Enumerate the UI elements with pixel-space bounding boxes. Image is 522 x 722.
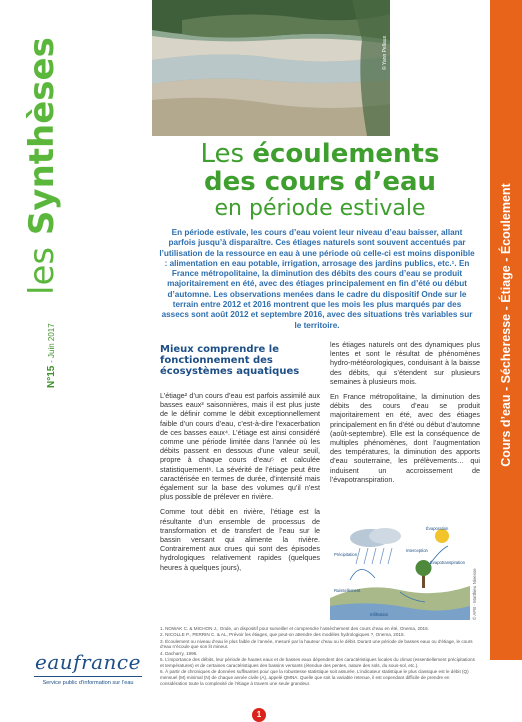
logo-wordmark: eaufrance [35,650,141,674]
page-title [160,140,480,222]
photo-credit: © Yann Pellaux [382,35,388,70]
footnote: 1. NOWAK C. & MICHON J., Onde, un dispositif pour surveiller et comprendre l’assèchement des cours d’eau en été, Onema, 2016. [160,626,429,631]
logo-divider [34,676,142,677]
diagram-label: Évapotranspiration [430,560,465,565]
footnote: 6. À partir de chroniques de données suffisantes pour que la robustesse statistique soit assurée. L’indicateur statistique le plus classique est le débit (Q) mensuel (M) minimal (N) de chaque année civile (A), appelé QMNA. Quelle que soit la variable retenue, il est cependant difficile de prendre en considération toute la complexité de l’étiage à travers une seule grandeur. [160,669,469,686]
diagram-label: Interception [406,548,428,553]
issue-info [44,228,60,388]
footnote: 3. Écoulement ou niveau d’eau le plus faible de l’année, mesuré par la hauteur d’eau ou le débit. Durant une période de basses eaux ou d’étiage, le cours d’eau n’écoule que son lit mineur. [160,638,473,650]
diagram-label: Évaporation [426,526,449,531]
footnote: 4. Dacharry, 1996. [160,650,198,656]
body-paragraph: En France métropolitaine, la diminution des débits des cours d’eau se produit majoritairement en été, avec des étiages principalement en fin d’été ou début d’automne (août-septembre). Elle est la conséquence de multiples phénomènes, dont l’augmentation des températures, la diminution des apports d’eau souterraine, les prélèvements… qui induisent un accroissement de l’évapotranspiration. [330,392,480,484]
footnote: 5. L’importance des débits, leur période de hautes eaux et de basses eaux dépendent des caractéristiques locales du climat (essentiellement précipitations et températures) et de certaines caractéristiques des bassins versants (étendue des pentes, nature des sols, du sous-sol, etc.). [160,656,475,668]
diagram-label: Précipitation [334,552,358,557]
eaufrance-logo [28,650,148,700]
body-paragraph: les étiages naturels ont des dynamiques plus lentes et sont le résultat de phénomènes hydro-météorologiques, conduisant à la baisse des débits, qui s’étendent sur plusieurs semaines à plusieurs mois. [330,340,480,386]
water-cycle-diagram [330,520,470,620]
river-photo [152,0,390,136]
topic-banner-text: Cours d’eau - Sécheresse - Étiage - Écoulement [499,183,513,467]
logo-subtitle: Service public d’information sur l’eau [42,680,134,686]
right-column [330,340,480,490]
topic-banner [490,0,522,660]
left-column [160,344,320,578]
lead-paragraph: En période estivale, les cours d’eau voient leur niveau d’eau baisser, allant parfois jusqu’à disparaître. Ces étiages naturels sont souvent accentués par l’utilisation de la ressource en eau à une période où celle-ci est moins disponible : alimentation en eau potable, irrigation, arrosage des jardins publics, etc.¹. En France métropolitaine, la diminution des débits des cours d’eau se produit majoritairement en été, avec des étiages principalement en fin d’été ou début d’automne. Les observations menées dans le cadre du dispositif Onde sur le terrain entre 2012 et 2016 montrent que les mois les plus marqués par des assecs sont août 2012 et septembre 2016, avec des situations très variables sur le territoire. [159,228,475,330]
title-bold-word: écoulements [252,139,440,169]
title-line2: des cours d’eau [203,167,437,197]
left-rail [0,0,150,660]
brand-name: Synthèses [22,37,62,236]
body-paragraph: L’étiage² d’un cours d’eau est parfois assimilé aux basses eaux³ saisonnières, mais il est plus juste de le définir comme le débit exceptionnellement faible d’un cours d’eau, c’est-à-dire l’exacerbation de ces basses eaux⁴. L’étiage est ainsi considéré comme une période limitée dans l’année où les débits passent en dessous d’une valeur seuil, propre à chaque cours d’eau⁵ et calculée statistiquement⁶. La sévérité de l’étiage peut être caractérisée en termes de durée, d’intensité mais également sur la base des volumes qu’il n’est plus possible de prélever en rivière. [160,391,320,502]
footnotes [160,626,478,687]
diagram-label: Ruissellement [334,588,361,593]
issue-number: N°15 [46,365,57,388]
brand-prefix: les [22,246,62,295]
diagram-credit: © AFB - Matthieu Nivesse [472,568,477,620]
title-prefix: Les [200,139,245,169]
diagram-label: Infiltration [370,612,389,617]
body-paragraph: Comme tout débit en rivière, l’étiage est la résultante d’un ensemble de processus de transformation et de transfert de l’eau sur le bassin versant qui alimente la rivière. Contrairement aux crues qui sont des épisodes hydrologiques relativement rapides (quelques heures à quelques jours), [160,507,320,572]
footnote: 2. NICOLLE P., PERRIN C. & AL, Prévoir les étiages, que peut-on attendre des modèles hydrologiques ?, Onema, 2015. [160,632,405,638]
page-number: 1 [252,708,266,722]
title-line3: en période estivale [214,196,426,221]
issue-date: - Juin 2017 [47,323,56,363]
section-heading: Mieux comprendre le fonctionnement des écosystèmes aquatiques [160,344,300,377]
